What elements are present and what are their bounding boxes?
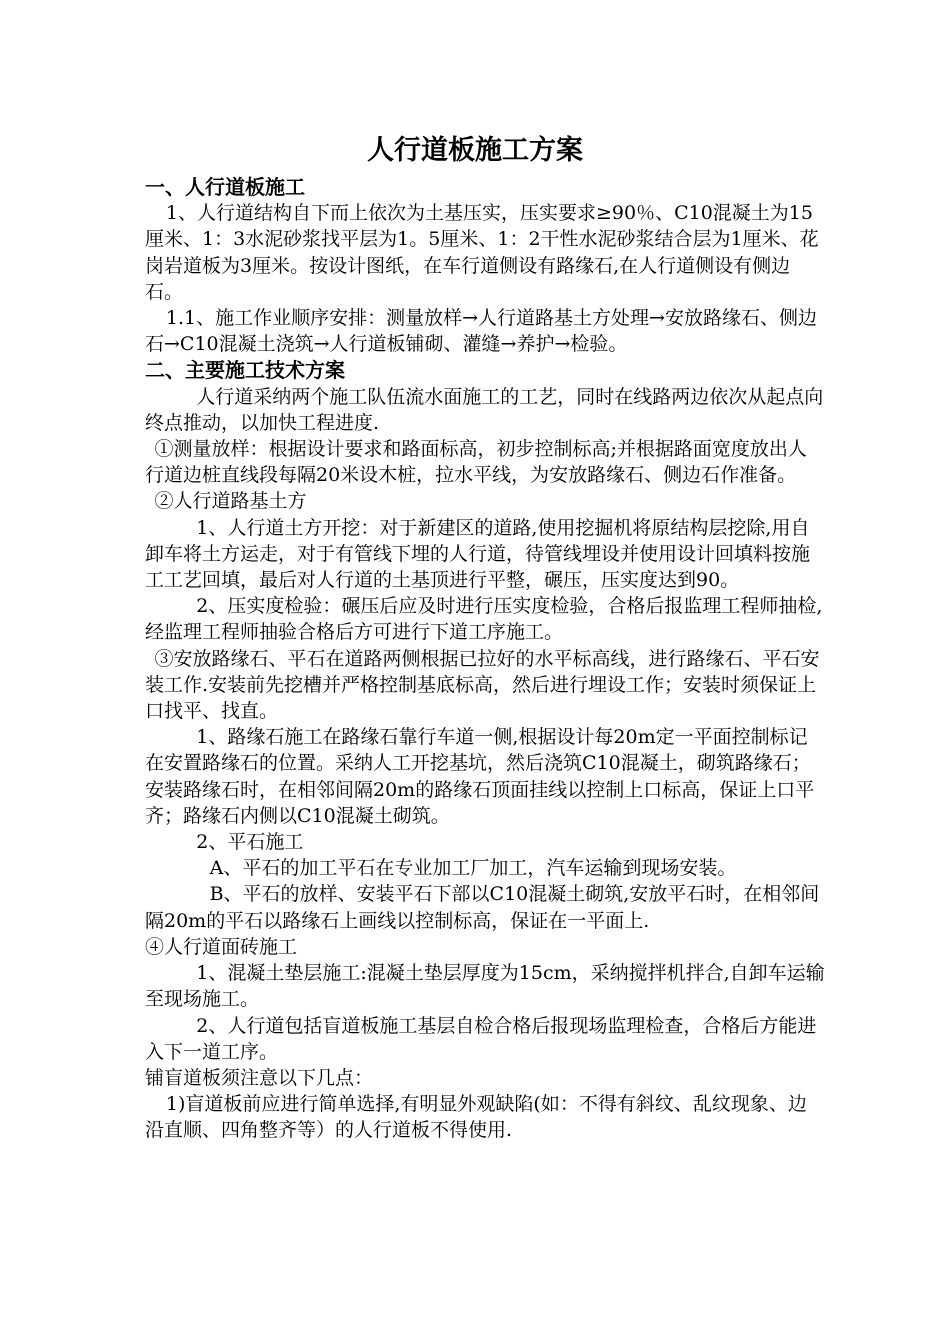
paragraph: 人行道采纳两个施工队伍流水面施工的工艺，同时在线路两边依次从起点向终点推动，以加快工程进度. — [145, 385, 824, 434]
paragraph: 1、人行道土方开挖：对于新建区的道路,使用挖掘机将原结构层挖除,用自卸车将土方运走，对于有管线下埋的人行道，待管线埋设并使用设计回填料按施工工艺回填，最后对人行道的土基顶进行平整，碾压，压实度达到90。 — [145, 516, 811, 592]
paragraph: 2、平石施工 — [196, 831, 304, 854]
paragraph: 铺盲道板须注意以下几点： — [145, 1066, 374, 1089]
paragraph: A、平石的加工平石在专业加工厂加工，汽车运输到现场安装。 — [209, 857, 737, 880]
section-heading: 二、主要施工技术方案 — [145, 358, 345, 383]
paragraph: 1、人行道结构自下而上依次为土基压实，压实要求≥90％、C10混凝土为15厘米、1：3水泥砂浆找平层为1。5厘米、1：2干性水泥砂浆结合层为1厘米、花岗岩道板为3厘米。按设计图纸，在车行道侧设有路缘石,在人行道侧设有侧边石。 — [145, 202, 819, 303]
paragraph: 1、路缘石施工在路缘石靠行车道一侧,根据设计每20m定一平面控制标记在安置路缘石的位置。采纳人工开挖基坑，然后浇筑C10混凝土，砌筑路缘石；安装路缘石时，在相邻间隔20m的路缘石顶面挂线以控制上口标高，保证上口平齐；路缘石内侧以C10混凝土砌筑。 — [145, 726, 815, 827]
paragraph: ②人行道路基土方 — [154, 490, 307, 513]
paragraph: 1)盲道板前应进行简单选择,有明显外观缺陷(如：不得有斜纹、乱纹现象、边沿直顺、四角整齐等）的人行道板不得使用. — [145, 1093, 807, 1142]
paragraph: 2、压实度检验：碾压后应及时进行压实度检验，合格后报监理工程师抽检,经监理工程师抽验合格后方可进行下道工序施工。 — [145, 595, 823, 644]
paragraph: B、平石的放样、安装平石下部以C10混凝土砌筑,安放平石时，在相邻间隔20m的平石以路缘石上画线以控制标高，保证在一平面上. — [145, 883, 820, 932]
document-body — [145, 174, 825, 1144]
paragraph: ④人行道面砖施工 — [145, 935, 298, 958]
section-heading: 一、人行道板施工 — [145, 175, 305, 199]
paragraph: 1.1、施工作业顺序安排：测量放样→人行道路基土方处理→安放路缘石、侧边石→C10混凝土浇筑→人行道板铺砌、灌缝→养护→检验。 — [145, 307, 817, 356]
paragraph: 1、混凝土垫层施工:混凝土垫层厚度为15cm，采纳搅拌机拌合,自卸车运输至现场施工。 — [145, 962, 825, 1011]
paragraph: 2、人行道包括盲道板施工基层自检合格后报现场监理检查，合格后方能进入下一道工序。 — [145, 1014, 817, 1063]
paragraph: ③安放路缘石、平石在道路两侧根据已拉好的水平标高线，进行路缘石、平石安装工作.安装前先挖槽并严格控制基底标高，然后进行埋设工作；安装时须保证上口找平、找直。 — [145, 647, 820, 723]
paragraph: ①测量放样：根据设计要求和路面标高，初步控制标高;并根据路面宽度放出人行道边桩直线段每隔20米设木桩，拉水平线，为安放路缘石、侧边石作准备。 — [145, 438, 807, 487]
document-title: 人行道板施工方案 — [367, 135, 583, 166]
